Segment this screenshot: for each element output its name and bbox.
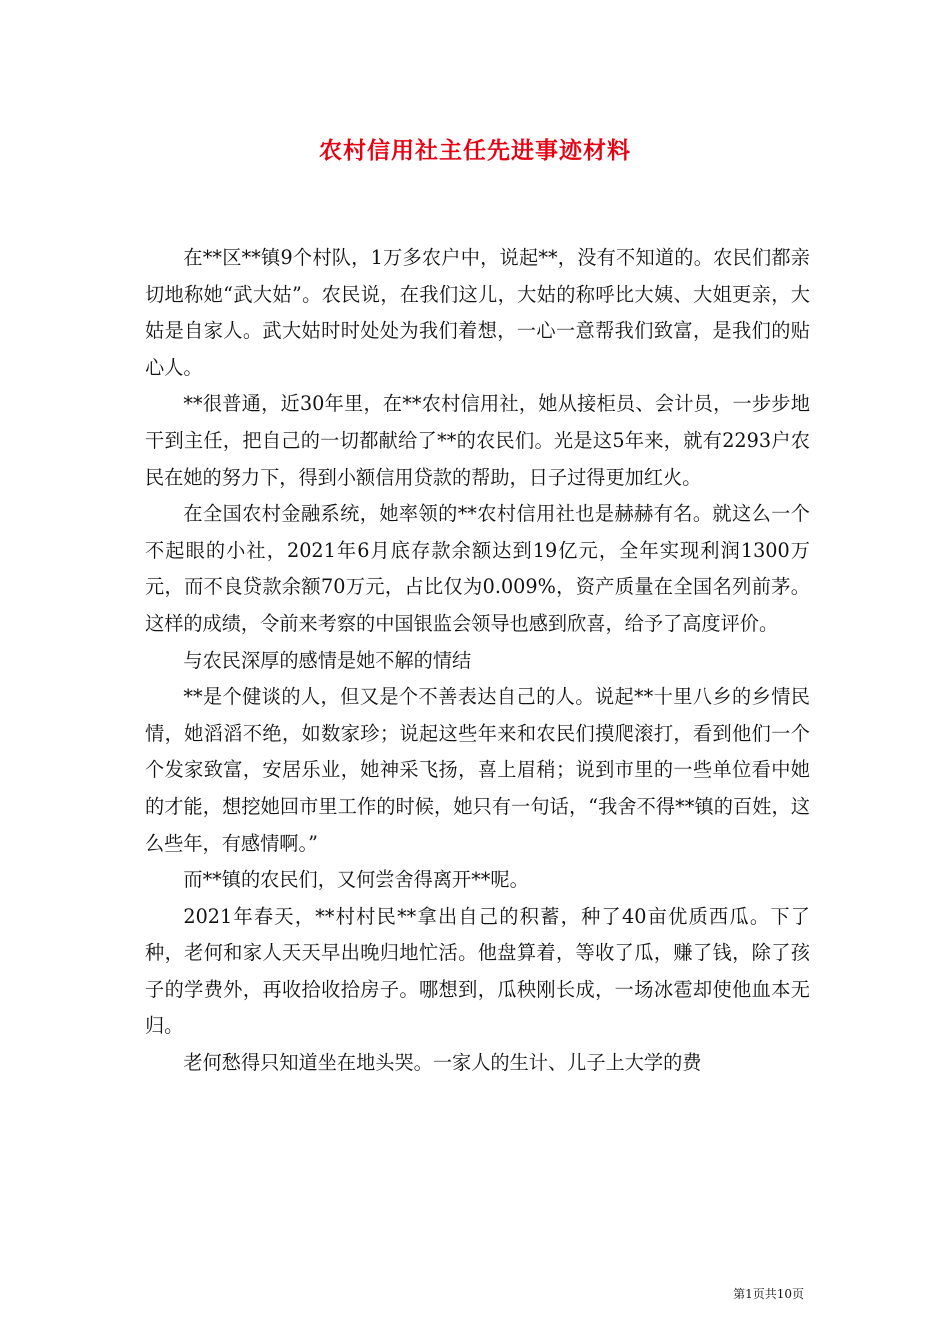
- document-title: 农村信用社主任先进事迹材料: [319, 137, 631, 164]
- page-number: 第1页共10页: [733, 1287, 804, 1301]
- paragraph: 在**区**镇9个村队，1万多农户中，说起**，没有不知道的。农民们都亲切地称她“武大姑”。农民说，在我们这儿，大姑的称呼比大姨、大姐更亲，大姑是自家人。武大姑时时处处为我们着想，一心一意帮我们致富，是我们的贴心人。: [145, 246, 810, 379]
- paragraph: **很普通，近30年里，在**农村信用社，她从接柜员、会计员，一步步地干到主任，把自己的一切都献给了**的农民们。光是这5年来，就有2293户农民在她的努力下，得到小额信用贷款的帮助，日子过得更加红火。: [145, 392, 810, 489]
- section-heading: 与农民深厚的感情是她不解的情结: [183, 648, 472, 672]
- paragraph: **是个健谈的人，但又是个不善表达自己的人。说起**十里八乡的乡情民情，她滔滔不绝，如数家珍；说起这些年来和农民们摸爬滚打，看到他们一个个发家致富，安居乐业，她神采飞扬，喜上眉稍；说到市里的一些单位看中她的才能，想挖她回市里工作的时候，她只有一句话，“我舍不得**镇的百姓，这么些年，有感情啊。”: [145, 685, 810, 855]
- document-body: [145, 240, 810, 1082]
- paragraph: 老何愁得只知道坐在地头哭。一家人的生计、儿子上大学的费: [183, 1051, 702, 1075]
- paragraph: 而**镇的农民们，又何尝舍得离开**呢。: [183, 868, 529, 892]
- paragraph: 在全国农村金融系统，她率领的**农村信用社也是赫赫有名。就这么一个不起眼的小社，2021年6月底存款余额达到19亿元，全年实现利润1300万元，而不良贷款余额70万元，占比仅为0.009%，资产质量在全国名列前茅。这样的成绩，令前来考察的中国银监会领导也感到欣喜，给予了高度评价。: [145, 502, 810, 635]
- paragraph: 2021年春天，**村村民**拿出自己的积蓄，种了40亩优质西瓜。下了种，老何和家人天天早出晚归地忙活。他盘算着，等收了瓜，赚了钱，除了孩子的学费外，再收拾收拾房子。哪想到，瓜秧刚长成，一场冰雹却使他血本无归。: [145, 904, 810, 1038]
